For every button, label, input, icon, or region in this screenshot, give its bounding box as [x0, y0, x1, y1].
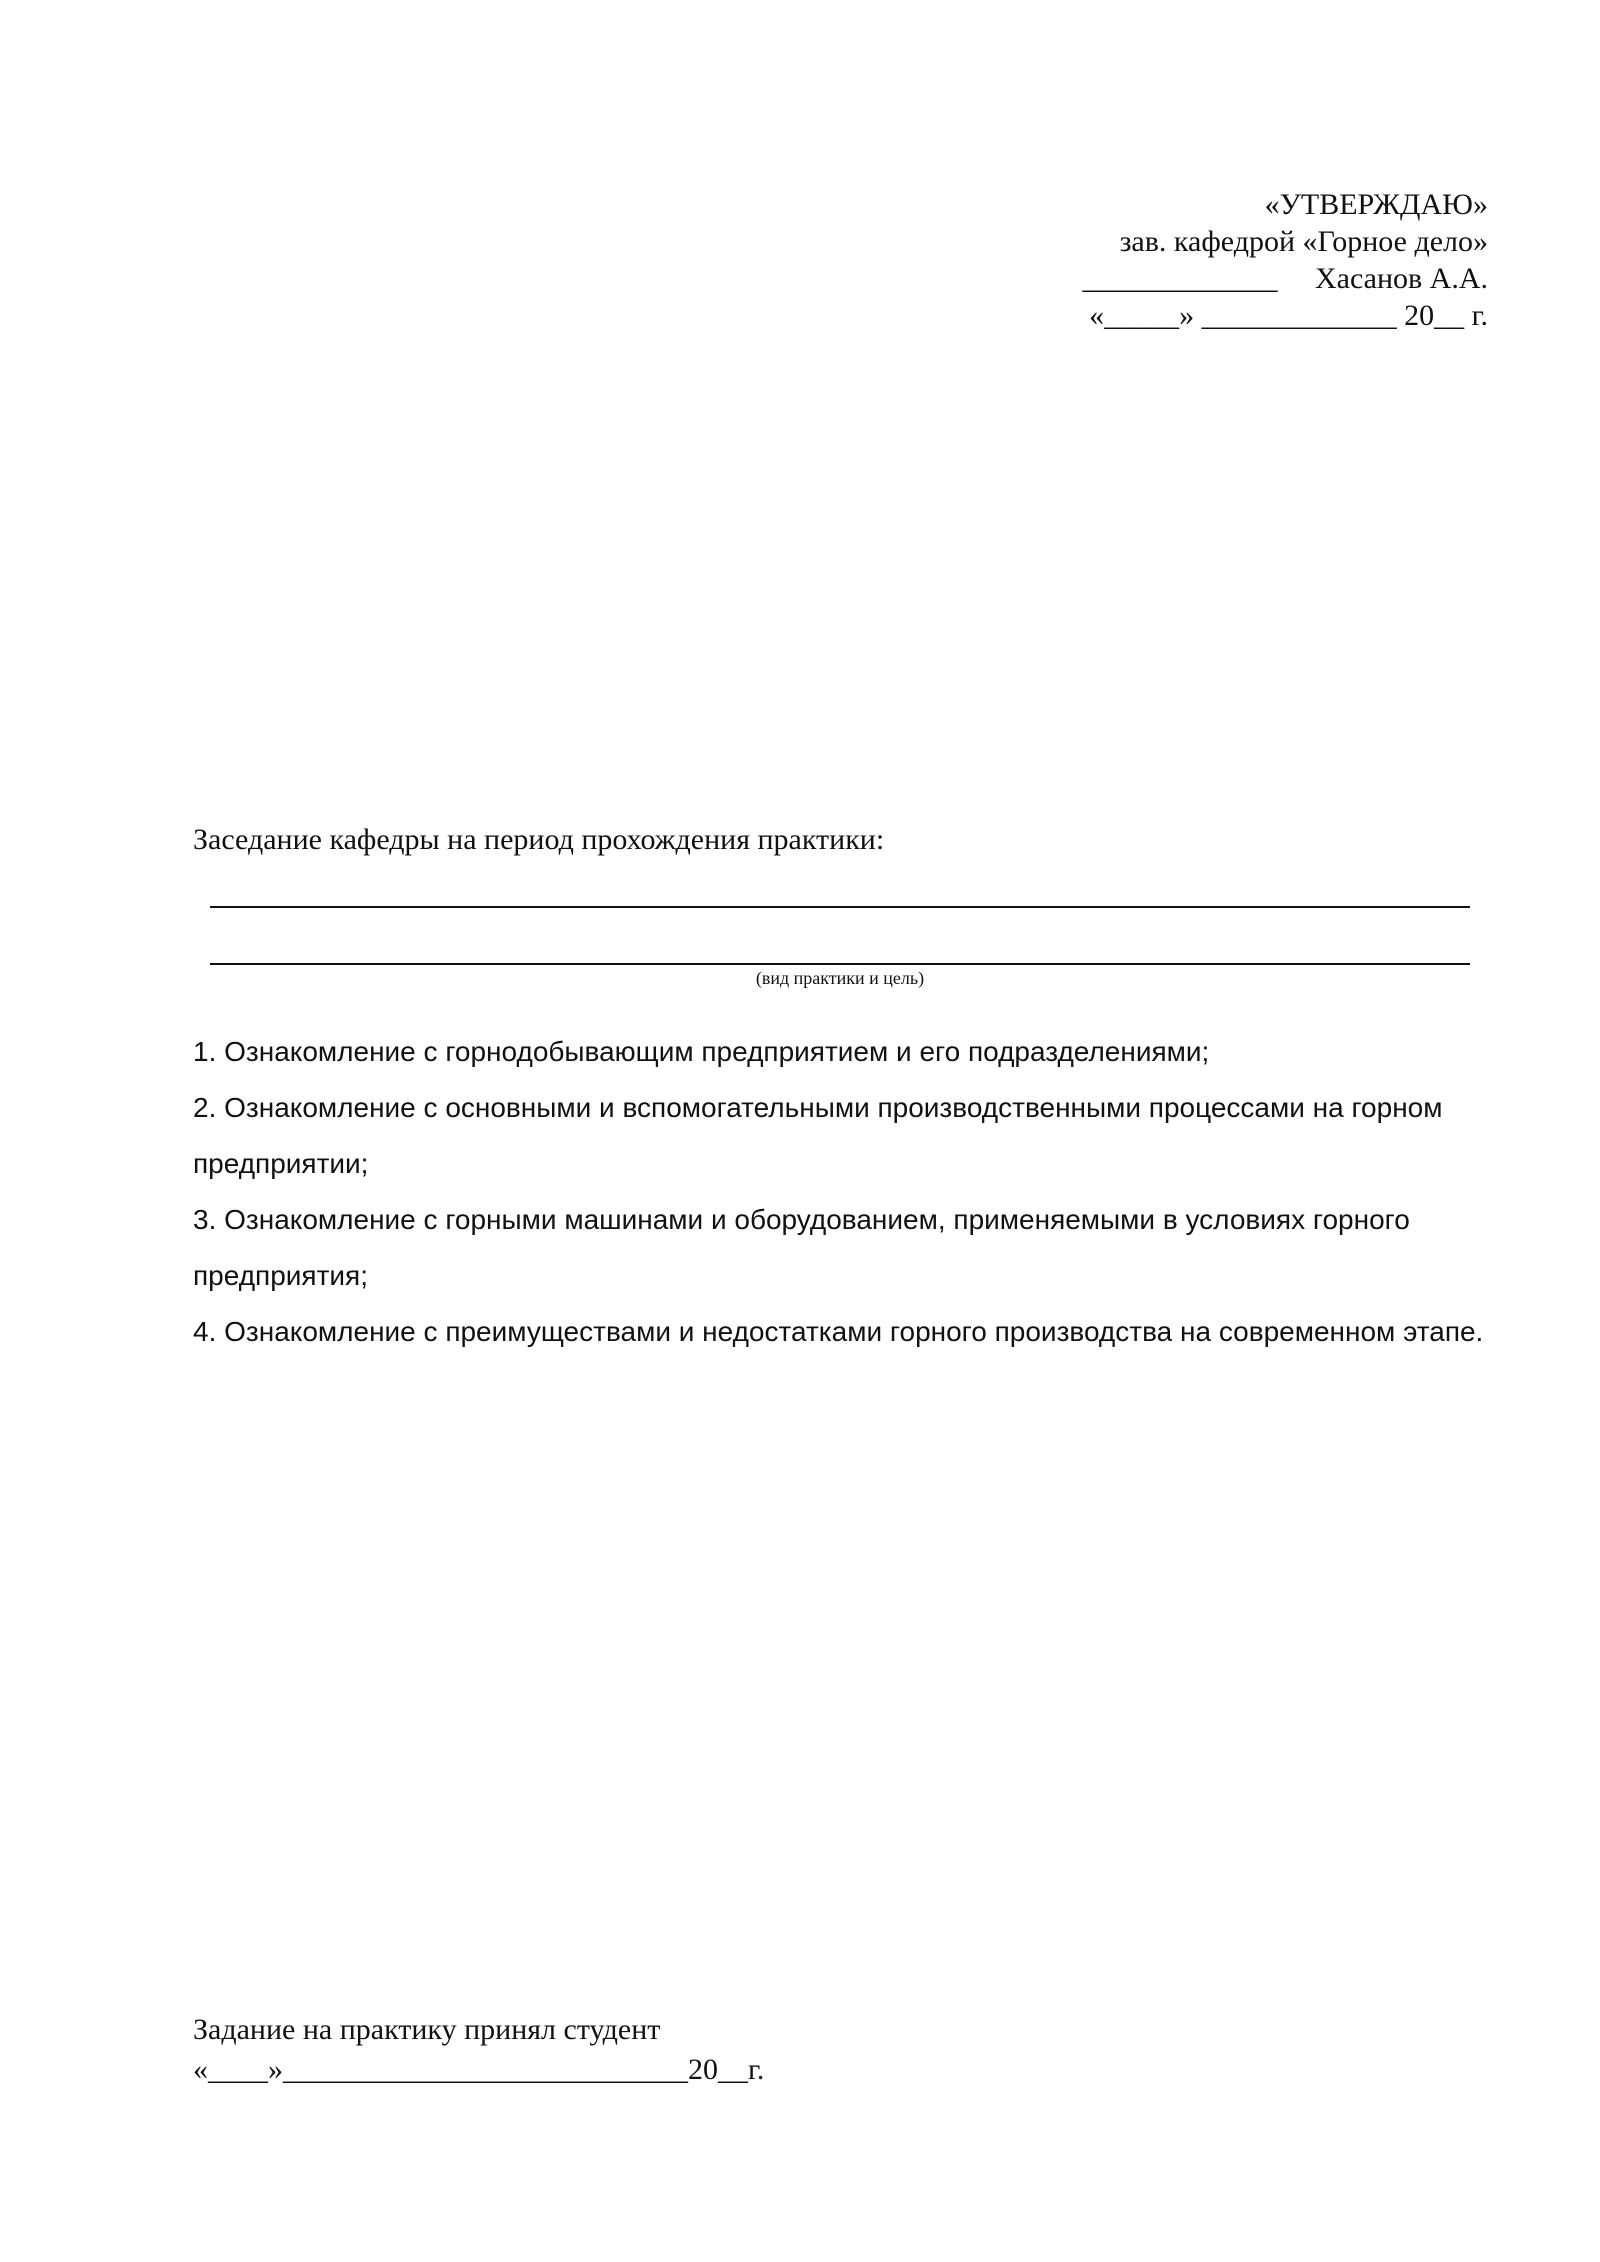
practice-type-caption: (вид практики и цель) — [755, 968, 925, 988]
approval-date-line: «_____» _____________ 20__ г. — [1089, 299, 1488, 332]
acceptance-block — [193, 2010, 764, 2090]
task-list — [193, 1024, 1493, 1360]
approval-block — [1082, 186, 1488, 334]
practice-type-blank-line-1 — [210, 906, 1470, 908]
acceptance-label: Задание на практику принял студент — [193, 2013, 661, 2046]
approver-position: зав. кафедрой «Горное дело» — [1119, 225, 1488, 258]
practice-type-blank-line-2 — [210, 963, 1470, 965]
task-item: 1. Ознакомление с горнодобывающим предприятием и его подразделениями; — [193, 1036, 1210, 1067]
task-item: 4. Ознакомление с преимуществами и недостатками горного производства на современном этапе. — [193, 1316, 1484, 1347]
approval-heading: «УТВЕРЖДАЮ» — [1264, 188, 1488, 221]
task-item: 2. Ознакомление с основными и вспомогательными производственными процессами на горном предприятии; — [193, 1092, 1443, 1179]
acceptance-date-line: «____»___________________________20__г. — [193, 2053, 765, 2086]
meeting-title: Заседание кафедры на период прохождения практики: — [193, 823, 885, 856]
task-item: 3. Ознакомление с горными машинами и оборудованием, применяемыми в условиях горного предприятия; — [193, 1204, 1410, 1291]
approver-signature-line: _____________ Хасанов А.А. — [1082, 262, 1488, 295]
